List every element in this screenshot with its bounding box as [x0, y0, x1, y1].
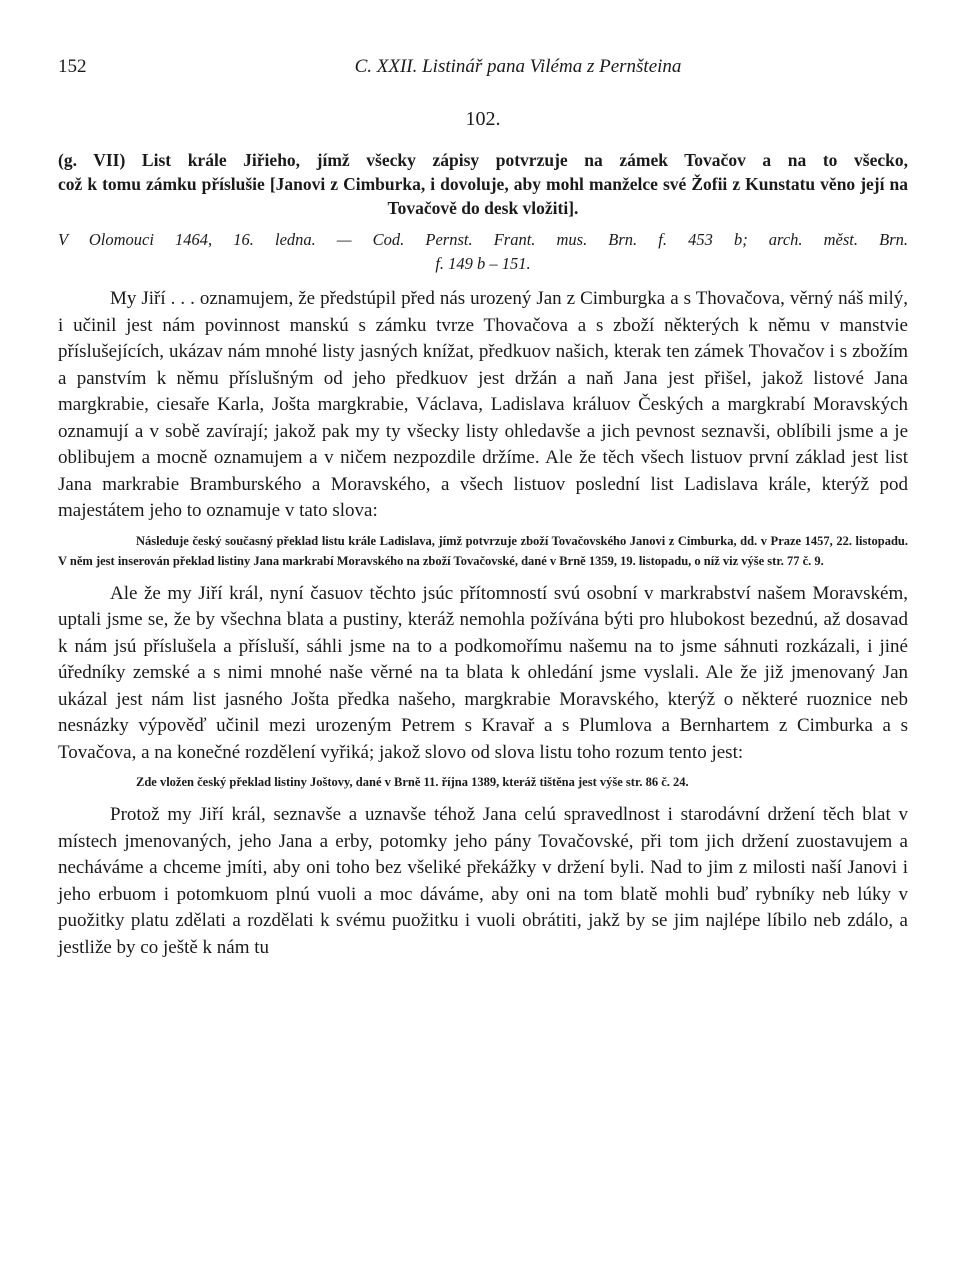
source-line-2: f. 149 b – 151.	[435, 254, 531, 273]
heading-line-1: (g. VII) List krále Jiřieho, jímž všecky zápisy potvrzuje na zámek Tovačov a na to všecko,	[58, 150, 908, 170]
heading-rest: což k tomu zámku příslušie [Janovi z Cimburka, i dovoluje, aby mohl manželce své Žofii z Kunstatu věno její na Tovačově do desk vložiti].	[58, 174, 908, 218]
source-reference	[58, 228, 908, 276]
source-line-1: V Olomouci 1464, 16. ledna. — Cod. Pernst. Frant. mus. Brn. f. 453 b; arch. měst. Brn.	[58, 230, 908, 249]
document-number: 102.	[465, 108, 501, 130]
paragraph-3: Protož my Jiří král, seznavše a uznavše téhož Jana celú spravedlnost i starodávní držení těch blat v místech jmenovaných, jeho Jana a erby, potomky jeho pány Tovačovské, při tom jich držení zuostavujem a necháváme a chceme jmíti, aby oni toho bez všeliké překážky v držení byli. Nad to jim z milosti naší Janovi i jeho erbuom i potomkuom plnú vuoli a moc dáváme, aby oni na tom blatě mohli buď rybníky neb lúky v puožitky platu zdělati a rozdělati k svému puožitku i vuoli obrátiti, jakž by se jim najlépe líbilo neb zdálo, a jestliže by co ještě k nám tu	[58, 804, 908, 958]
editorial-note-1: Následuje český současný překlad listu krále Ladislava, jímž potvrzuje zboží Tovačovského Janovi z Cimburka, dd. v Praze 1457, 22. listopadu. V něm jest inserován překlad listiny Jana markrabí Moravského na zboží Tovačovské, dané v Brně 1359, 19. listopadu, o níž viz výše str. 77 č. 9.	[58, 533, 908, 568]
paragraph-2: Ale že my Jiří král, nyní časuov těchto jsúc přítomností svú osobní v markrabství našem Moravském, uptali jsme se, že by všechna blata a pustiny, kteráž nemohla požívána býti pro hlubokost bezednú, až dosavad k nám jsú příslušela a přísluší, sáhli jsme na to a podkomořímu našemu na to jsme sáhnuti rozkázali, i jiné úředníky zemské a s nimi mnohé naše věrné na ta blata k ohledání jsme vyslali. Ale že již jmenovaný Jan ukázal jest nám list jasného Jošta předka našeho, margkrabie Moravského, kterýž o některé ruoznice neb nesnázky výpověď učinil mezi urozeným Petrem s Kravař a s Plumlova a Bernhartem z Cimburka a s Tovačova, a na konečné rozdělení vyřiká; jakož slovo od slova listu toho rozum tento jest:	[58, 582, 908, 763]
paragraph-1: My Jiří . . . oznamujem, že předstúpil před nás urozený Jan z Cimburgka a s Thovačova, věrný náš milý, i učinil jest nám povinnost manskú s zámku tvrze Thovačova a s zboží některých k němu v manstvie příslušejících, ukázav nám mnohé listy jasných knížat, předkuov našich, kterak ten zámek Thovačov i s zbožím a panstvím k němu příslušným od jeho předkuov jest držán a naň Jana jest přišel, jakož listové Jana margkrabie, ciesaře Karla, Jošta margkrabie, Václava, Ladislava králuov Českých a margkrabí Moravských oznamují a v sobě zavírají; jakož pak my ty všecky listy ohledavše a jich pevnost seznavši, oblíbili jsme a je oblibujem a mocně oznamujem a v ničem nezpozdile držíme. Ale že těch všech listuov první základ jest list Jana markrabie Bramburského a Moravského, a všech listuov poslední list Ladislava krále, kterýž pod majestátem jeho to oznamuje v tato slova:	[58, 288, 908, 521]
running-title: C. XXII. Listinář pana Viléma z Pernšteina	[354, 56, 682, 77]
running-header	[58, 52, 908, 92]
editorial-note-2: Zde vložen český překlad listiny Joštovy, dané v Brně 11. října 1389, kteráž tištěna jest výše str. 86 č. 24.	[136, 775, 689, 789]
document-page	[58, 52, 908, 961]
document-heading	[58, 148, 908, 220]
page-number: 152	[58, 56, 87, 77]
